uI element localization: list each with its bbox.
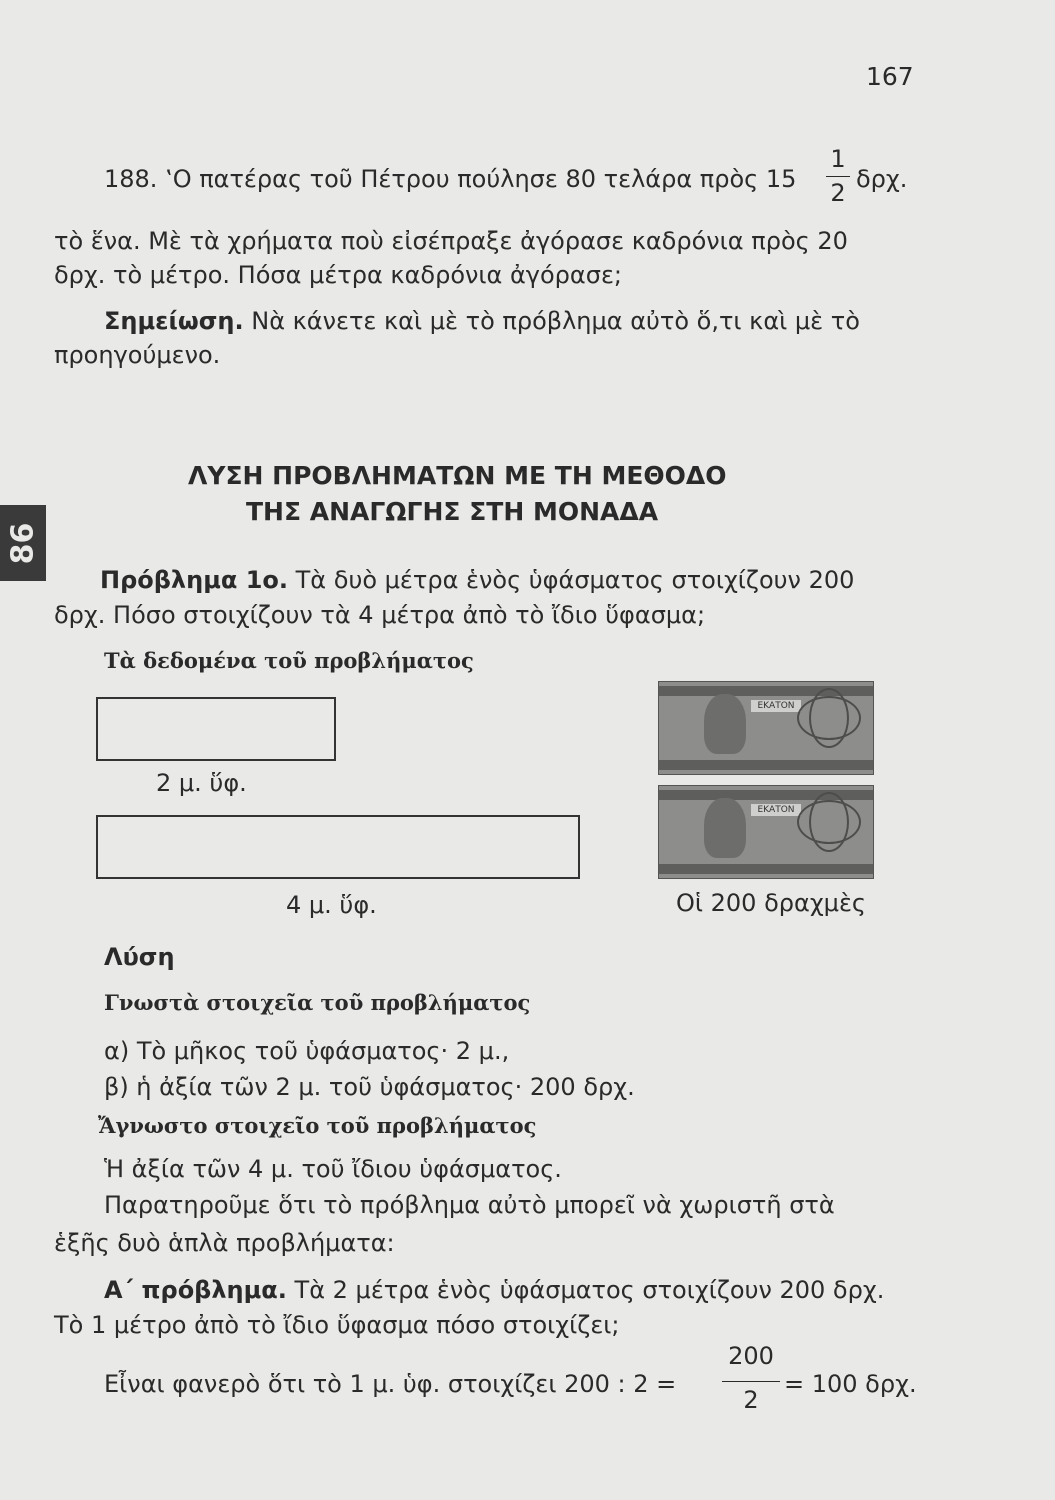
result-fraction-numerator: 200 — [728, 1342, 774, 1370]
chapter-tab — [0, 505, 46, 581]
unknown-text: Ἡ ἀξία τῶν 4 μ. τοῦ ἴδιου ὑφάσματος. — [104, 1155, 562, 1183]
banknote-band — [659, 760, 873, 770]
note-label: Σημείωση. — [104, 307, 244, 335]
problem-a-line2: Τὸ 1 μέτρο ἀπὸ τὸ ἴδιο ὕφασμα πόσο στοιχίζει; — [54, 1311, 620, 1339]
result-text: Εἶναι φανερὸ ὅτι τὸ 1 μ. ὑφ. στοιχίζει 200 : 2 = — [104, 1370, 677, 1398]
banknote-label: ΕΚΑΤΟΝ — [751, 700, 801, 712]
banknote-100-top — [658, 681, 874, 775]
banknote-portrait — [704, 694, 746, 754]
banknote-label: ΕΚΑΤΟΝ — [751, 804, 801, 816]
result-end: = 100 δρχ. — [784, 1370, 917, 1398]
problem-a-label: Α΄ πρόβλημα. — [104, 1276, 287, 1304]
result-fraction-denominator: 2 — [743, 1386, 759, 1414]
unknown-heading: Ἄγνωστο στοιχεῖο τοῦ προβλήματος — [98, 1113, 537, 1138]
page-number: 167 — [866, 62, 914, 91]
problem-1-text: Τὰ δυὸ μέτρα ἑνὸς ὑφάσματος στοιχίζουν 200 — [288, 566, 855, 594]
problem-1-line2: δρχ. Πόσο στοιχίζουν τὰ 4 μέτρα ἀπὸ τὸ ἴδιο ὕφασμα; — [54, 601, 706, 629]
known-a: α) Τὸ μῆκος τοῦ ὑφάσματος· 2 μ., — [104, 1037, 510, 1065]
problem-1-line1 — [100, 565, 854, 595]
problem-188-fraction-numerator: 1 — [830, 145, 846, 173]
section-title-line1: ΛΥΣΗ ΠΡΟΒΛΗΜΑΤΩΝ ΜΕ ΤΗ ΜΕΘΟΔΟ — [188, 461, 727, 490]
problem-a-line1 — [104, 1275, 884, 1305]
note-text: Νὰ κάνετε καὶ μὲ τὸ πρόβλημα αὐτὸ ὅ,τι καὶ μὲ τὸ — [243, 307, 860, 335]
givens-heading: Τὰ δεδομένα τοῦ προβλήματος — [104, 648, 474, 673]
fabric-2m-label: 2 μ. ὕφ. — [156, 769, 247, 797]
problem-1-label: Πρόβλημα 1ο. — [100, 566, 289, 594]
problem-188-fraction-denominator: 2 — [830, 179, 846, 207]
known-b: β) ἡ ἀξία τῶν 2 μ. τοῦ ὑφάσματος· 200 δρχ. — [104, 1073, 635, 1101]
observe-line1: Παρατηροῦμε ὅτι τὸ πρόβλημα αὐτὸ μπορεῖ νὰ χωριστῆ στὰ — [104, 1191, 835, 1219]
problem-188-line1-end: δρχ. — [856, 165, 908, 193]
fabric-4m-box — [96, 815, 580, 879]
problem-188-line2: τὸ ἕνα. Μὲ τὰ χρήματα ποὺ εἰσέπραξε ἀγόρασε καδρόνια πρὸς 20 — [54, 227, 848, 255]
fabric-4m-label: 4 μ. ὕφ. — [286, 891, 377, 919]
section-title-line2: ΤΗΣ ΑΝΑΓΩΓΗΣ ΣΤΗ ΜΟΝΑΔΑ — [246, 497, 659, 526]
problem-188-fraction-bar — [826, 176, 850, 177]
result-fraction-bar — [722, 1381, 780, 1382]
known-heading: Γνωστὰ στοιχεῖα τοῦ προβλήματος — [104, 990, 531, 1015]
fabric-2m-box — [96, 697, 336, 761]
observe-line2: ἑξῆς δυὸ ἁπλὰ προβλήματα: — [54, 1229, 395, 1257]
solution-heading: Λύση — [104, 943, 175, 971]
problem-188-note — [104, 306, 860, 336]
banknote-100-bottom — [658, 785, 874, 879]
problem-188-line1: 188. ‛Ο πατέρας τοῦ Πέτρου πούλησε 80 τελάρα πρὸς 15 — [104, 165, 797, 193]
banknote-portrait — [704, 798, 746, 858]
problem-188-note-line2: προηγούμενο. — [54, 341, 221, 369]
problem-188-line3: δρχ. τὸ μέτρο. Πόσα μέτρα καδρόνια ἀγόρασε; — [54, 261, 623, 289]
banknote-band — [659, 864, 873, 874]
problem-a-text: Τὰ 2 μέτρα ἑνὸς ὑφάσματος στοιχίζουν 200 δρχ. — [286, 1276, 885, 1304]
chapter-tab-number: 86 — [5, 522, 41, 564]
atom-emblem — [809, 792, 849, 852]
atom-emblem — [809, 688, 849, 748]
banknotes-caption: Οἱ 200 δραχμὲς — [676, 889, 867, 917]
